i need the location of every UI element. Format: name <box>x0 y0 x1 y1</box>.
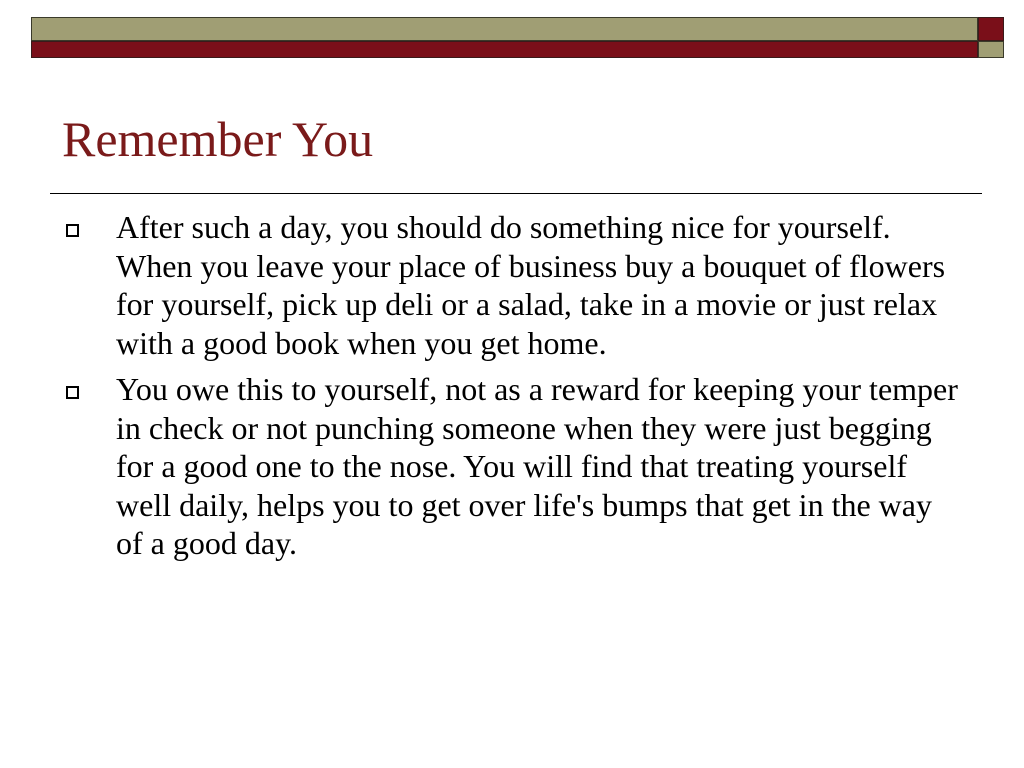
header-corner-maroon-block <box>978 17 1004 41</box>
bullet-text-1: After such a day, you should do something nice for yourself. When you leave your place of business buy a bouquet of flowers for yourself, pick up deli or a salad, take in a movie or just relax with a good book when you get home. <box>116 209 946 361</box>
bullet-text-2: You owe this to yourself, not as a reward for keeping your temper in check or not punching someone when they were just begging for a good one to the nose. You will find that treating yourself well daily, helps you to get over life's bumps that get in the way of a good day. <box>116 371 958 561</box>
bullet-item-2 <box>64 370 964 563</box>
hollow-square-bullet-icon <box>66 224 79 237</box>
slide-title: Remember You <box>62 111 374 167</box>
bullet-item-1 <box>64 208 964 362</box>
header-banner-olive-bar <box>31 17 978 41</box>
header-corner-olive-block <box>978 41 1004 58</box>
header-banner-maroon-bar <box>31 41 978 58</box>
title-divider <box>50 193 982 194</box>
bullet-list <box>64 208 964 571</box>
hollow-square-bullet-icon <box>66 386 79 399</box>
